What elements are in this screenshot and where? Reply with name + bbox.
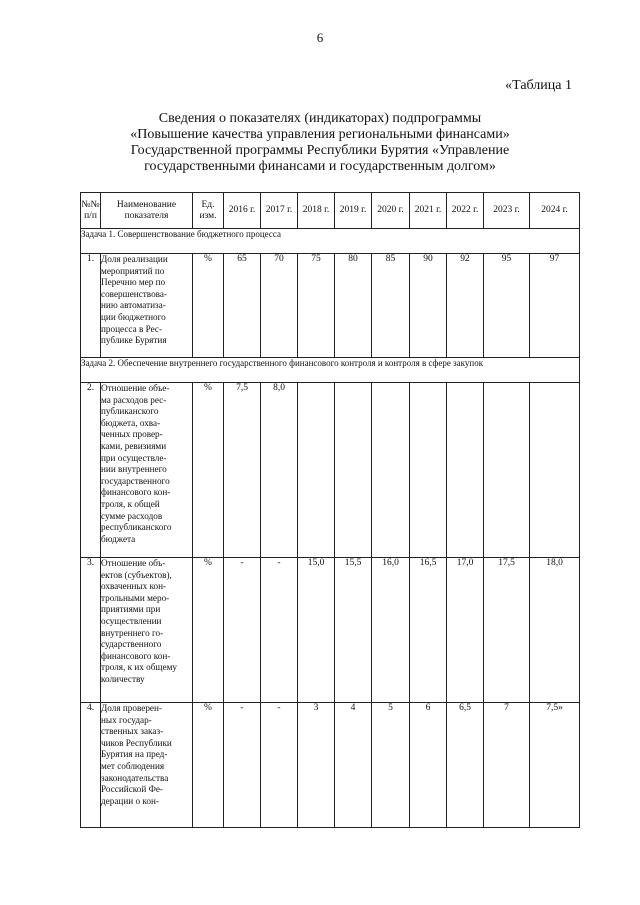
section-row bbox=[81, 229, 580, 254]
name-line: процесса в Рес- bbox=[101, 323, 163, 334]
indicators-table bbox=[80, 192, 580, 828]
value-cell bbox=[335, 383, 372, 558]
name-line: публиканского bbox=[101, 406, 159, 417]
value-cell: 16,0 bbox=[372, 558, 410, 703]
section-title: Задача 2. Обеспечение внутреннего государственного финансового контроля и контроля в сфере закупок bbox=[81, 358, 580, 383]
name-line: трольными меро- bbox=[101, 592, 170, 603]
value-cell: - bbox=[261, 558, 298, 703]
header-year: 2016 г. bbox=[224, 193, 261, 229]
indicator-name bbox=[101, 558, 193, 703]
value-cell: 75 bbox=[298, 254, 335, 358]
name-line: ченных провер- bbox=[101, 429, 163, 440]
value-cell: 15,0 bbox=[298, 558, 335, 703]
row-number: 1. bbox=[81, 254, 101, 358]
value-cell: 7,5 bbox=[224, 383, 261, 558]
unit-cell: % bbox=[193, 383, 224, 558]
name-line: троля, к общей bbox=[101, 498, 160, 509]
unit-cell: % bbox=[193, 254, 224, 358]
name-line: законодательства bbox=[101, 772, 169, 783]
name-line: бюджета bbox=[101, 533, 136, 544]
header-num: №№ п/п bbox=[81, 193, 101, 229]
value-cell: 4 bbox=[335, 703, 372, 828]
name-line: республиканского bbox=[101, 522, 172, 533]
name-line: ных государ- bbox=[101, 714, 152, 725]
table-label: «Таблица 1 bbox=[505, 78, 572, 93]
value-cell: 92 bbox=[447, 254, 484, 358]
header-name: Наименование показателя bbox=[101, 193, 193, 229]
value-cell bbox=[484, 383, 530, 558]
name-line: ектов (субъектов), bbox=[101, 569, 172, 580]
name-line: при осуществле- bbox=[101, 452, 167, 463]
value-cell: 17,0 bbox=[447, 558, 484, 703]
document-title bbox=[90, 111, 550, 175]
value-cell: 16,5 bbox=[410, 558, 447, 703]
name-line: нии внутреннего bbox=[101, 464, 167, 475]
name-line: мет соблюдения bbox=[101, 760, 165, 771]
value-cell: 18,0 bbox=[530, 558, 580, 703]
header-year: 2018 г. bbox=[298, 193, 335, 229]
name-line: дерации о кон- bbox=[101, 795, 159, 806]
page-number: 6 bbox=[316, 30, 324, 45]
name-line: Доля проверен- bbox=[101, 703, 162, 713]
unit-cell: % bbox=[193, 703, 224, 828]
table-row bbox=[81, 558, 580, 703]
value-cell: - bbox=[224, 703, 261, 828]
value-cell bbox=[447, 383, 484, 558]
name-line: чиков Республики bbox=[101, 737, 172, 748]
name-line: ственных заказ- bbox=[101, 726, 164, 737]
value-cell: 15,5 bbox=[335, 558, 372, 703]
title-line: «Повышение качества управления региональными финансами» bbox=[130, 127, 510, 142]
value-cell: 6 bbox=[410, 703, 447, 828]
name-line: государственного bbox=[101, 475, 170, 486]
name-line: Перечню мер по bbox=[101, 277, 166, 288]
table-row bbox=[81, 254, 580, 358]
indicator-name bbox=[101, 703, 193, 828]
name-line: Отношение объе- bbox=[101, 383, 170, 393]
header-year: 2017 г. bbox=[261, 193, 298, 229]
title-line: Сведения о показателях (индикаторах) подпрограммы bbox=[158, 111, 482, 126]
unit-cell: % bbox=[193, 558, 224, 703]
name-line: публике Бурятия bbox=[101, 335, 167, 346]
value-cell bbox=[410, 383, 447, 558]
value-cell bbox=[298, 383, 335, 558]
table-row bbox=[81, 383, 580, 558]
value-cell: 97 bbox=[530, 254, 580, 358]
value-cell: 85 bbox=[372, 254, 410, 358]
section-row bbox=[81, 358, 580, 383]
value-cell bbox=[530, 383, 580, 558]
value-cell: 17,5 bbox=[484, 558, 530, 703]
header-year: 2019 г. bbox=[335, 193, 372, 229]
name-line: Бурятия на пред- bbox=[101, 749, 168, 760]
name-line: ции бюджетного bbox=[101, 311, 166, 322]
value-cell: 70 bbox=[261, 254, 298, 358]
value-cell: 7 bbox=[484, 703, 530, 828]
value-cell: 5 bbox=[372, 703, 410, 828]
name-line: Отношение объ- bbox=[101, 558, 166, 568]
name-line: Российской Фе- bbox=[101, 784, 163, 795]
title-line: Государственной программы Республики Бурятия «Управление bbox=[130, 143, 510, 158]
table-header-row bbox=[81, 193, 580, 229]
name-line: мероприятий по bbox=[101, 265, 165, 276]
title-line: государственными финансами и государственным долгом» bbox=[144, 159, 496, 174]
table-row bbox=[81, 703, 580, 828]
name-line: количеству bbox=[101, 673, 145, 684]
value-cell: 3 bbox=[298, 703, 335, 828]
header-year: 2021 г. bbox=[410, 193, 447, 229]
name-line: бюджета, охва- bbox=[101, 417, 161, 428]
name-line: охваченных кон- bbox=[101, 581, 167, 592]
name-line: нию автоматиза- bbox=[101, 300, 166, 311]
value-cell: - bbox=[224, 558, 261, 703]
header-unit: Ед. изм. bbox=[193, 193, 224, 229]
section-title: Задача 1. Совершенствование бюджетного процесса bbox=[81, 229, 580, 254]
value-cell: 90 bbox=[410, 254, 447, 358]
name-line: приятиями при bbox=[101, 604, 161, 615]
value-cell: 95 bbox=[484, 254, 530, 358]
indicator-name bbox=[101, 254, 193, 358]
name-line: Доля реализации bbox=[101, 254, 168, 264]
header-year: 2023 г. bbox=[484, 193, 530, 229]
name-line: финансового кон- bbox=[101, 487, 171, 498]
name-line: троля, к их общему bbox=[101, 662, 177, 673]
value-cell: - bbox=[261, 703, 298, 828]
name-line: внутреннего го- bbox=[101, 627, 164, 638]
name-line: финансового кон- bbox=[101, 650, 171, 661]
row-number: 4. bbox=[81, 703, 101, 828]
name-line: сумме расходов bbox=[101, 510, 163, 521]
header-year: 2024 г. bbox=[530, 193, 580, 229]
header-year: 2022 г. bbox=[447, 193, 484, 229]
header-year: 2020 г. bbox=[372, 193, 410, 229]
name-line: ками, ревизиями bbox=[101, 440, 167, 451]
indicator-name bbox=[101, 383, 193, 558]
value-cell: 8,0 bbox=[261, 383, 298, 558]
name-line: совершенствова- bbox=[101, 288, 168, 299]
value-cell: 6,5 bbox=[447, 703, 484, 828]
row-number: 2. bbox=[81, 383, 101, 558]
name-line: ма расходов рес- bbox=[101, 394, 167, 405]
row-number: 3. bbox=[81, 558, 101, 703]
value-cell: 65 bbox=[224, 254, 261, 358]
name-line: осуществлении bbox=[101, 615, 162, 626]
value-cell: 7,5» bbox=[530, 703, 580, 828]
name-line: сударственного bbox=[101, 639, 162, 650]
value-cell: 80 bbox=[335, 254, 372, 358]
value-cell bbox=[372, 383, 410, 558]
